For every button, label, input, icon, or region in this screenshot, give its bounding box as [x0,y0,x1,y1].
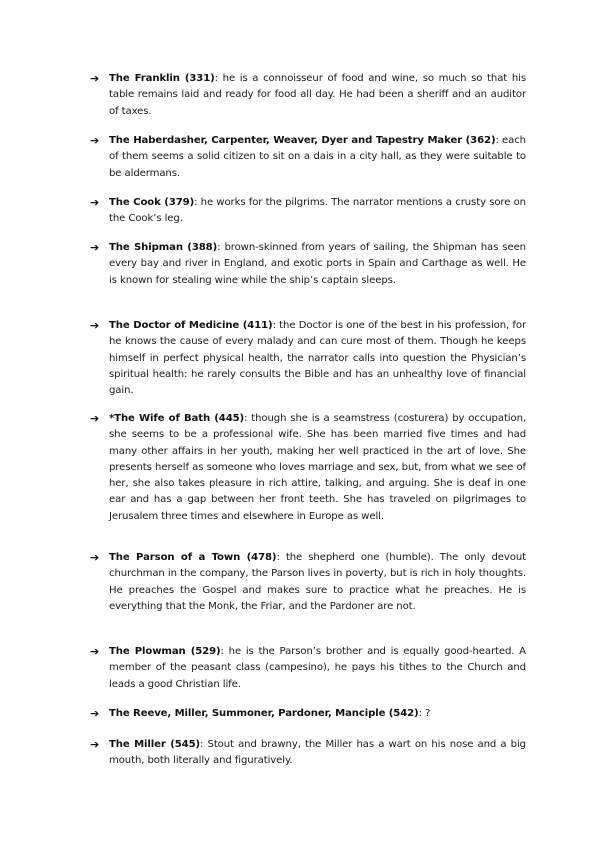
arrow-bullet-icon: ➔ [90,645,100,658]
character-name: The Shipman (388) [109,242,218,253]
character-description: : each of them seems a solid citizen to sit on a dais in a city hall, as they were suitable to be aldermans. [109,135,526,179]
list-item-text [109,71,526,120]
list-item-guildsmen [90,133,526,182]
list-item-plowman [90,644,526,693]
list-item-cook [90,195,526,228]
list-item-text [109,644,526,693]
character-description: : brown-skinned from years of sailing, the Shipman has seen every bay and river in England, and exotic ports in Spain and Carthage as well. He is known for stealing wine while the ship’s captain sleeps. [109,242,526,286]
character-description: : ? [418,708,431,719]
character-description: : he is the Parson’s brother and is equally good-hearted. A member of the peasant class (campesino), he pays his tithes to the Church and leads a good Christian life. [109,646,526,690]
character-name: The Doctor of Medicine (411) [109,320,273,331]
list-item-parson [90,550,526,615]
list-item-text [109,318,526,399]
character-name: The Miller (545) [109,739,201,750]
character-name: The Plowman (529) [109,646,221,657]
character-name: *The Wife of Bath (445) [109,413,245,424]
character-description: : he works for the pilgrims. The narrator mentions a crusty sore on the Cook’s leg. [109,197,526,225]
list-item-miller [90,737,526,770]
arrow-bullet-icon: ➔ [90,707,100,720]
list-item-text [109,550,526,615]
character-description: : the shepherd one (humble). The only devout churchman in the company, the Parson lives in poverty, but is rich in holy thoughts. He preaches the Gospel and makes sure to practice what he preaches. He is everything that the Monk, the Friar, and the Pardoner are not. [109,552,526,612]
character-name: The Reeve, Miller, Summoner, Pardoner, Manciple (542) [109,708,419,719]
character-description: : Stout and brawny, the Miller has a wart on his nose and a big mouth, both literally and figuratively. [109,739,526,767]
arrow-bullet-icon: ➔ [90,241,100,254]
character-description: : he is a connoisseur of food and wine, so much so that his table remains laid and ready for food all day. He had been a sheriff and an auditor of taxes. [109,73,526,117]
arrow-bullet-icon: ➔ [90,551,100,564]
character-description: : the Doctor is one of the best in his profession, for he knows the cause of every malady and can cure most of them. Though he keeps himself in perfect physical health, the narrator calls into question the Physician’s spiritual health: he rarely consults the Bible and has an unhealthy love of financial gain. [109,320,526,397]
list-item-doctor [90,318,526,399]
arrow-bullet-icon: ➔ [90,134,100,147]
list-item-text [109,706,526,722]
arrow-bullet-icon: ➔ [90,412,100,425]
character-name: The Franklin (331) [109,73,215,84]
character-name: The Haberdasher, Carpenter, Weaver, Dyer and Tapestry Maker (362) [109,135,496,146]
arrow-bullet-icon: ➔ [90,319,100,332]
list-item-text [109,195,526,228]
arrow-bullet-icon: ➔ [90,196,100,209]
list-item-franklin [90,71,526,120]
arrow-bullet-icon: ➔ [90,738,100,751]
list-item-text [109,133,526,182]
arrow-bullet-icon: ➔ [90,72,100,85]
list-item-text [109,737,526,770]
character-description: : though she is a seamstress (costurera) by occupation, she seems to be a professional wife. She has been married five times and had many other affairs in her youth, making her well practiced in the art of love. She presents herself as someone who loves marriage and sex, but, from what we see of her, she also takes pleasure in rich attire, talking, and arguing. She is deaf in one ear and has a gap between her front teeth. She has traveled on pilgrimages to Jerusalem three times and elsewhere in Europe as well. [109,413,526,522]
list-item-reeve-group [90,706,526,722]
character-name: The Parson of a Town (478) [109,552,277,563]
list-item-text [109,240,526,289]
list-item-text [109,411,526,525]
character-name: The Cook (379) [109,197,195,208]
list-item-wife-of-bath [90,411,526,525]
list-item-shipman [90,240,526,289]
